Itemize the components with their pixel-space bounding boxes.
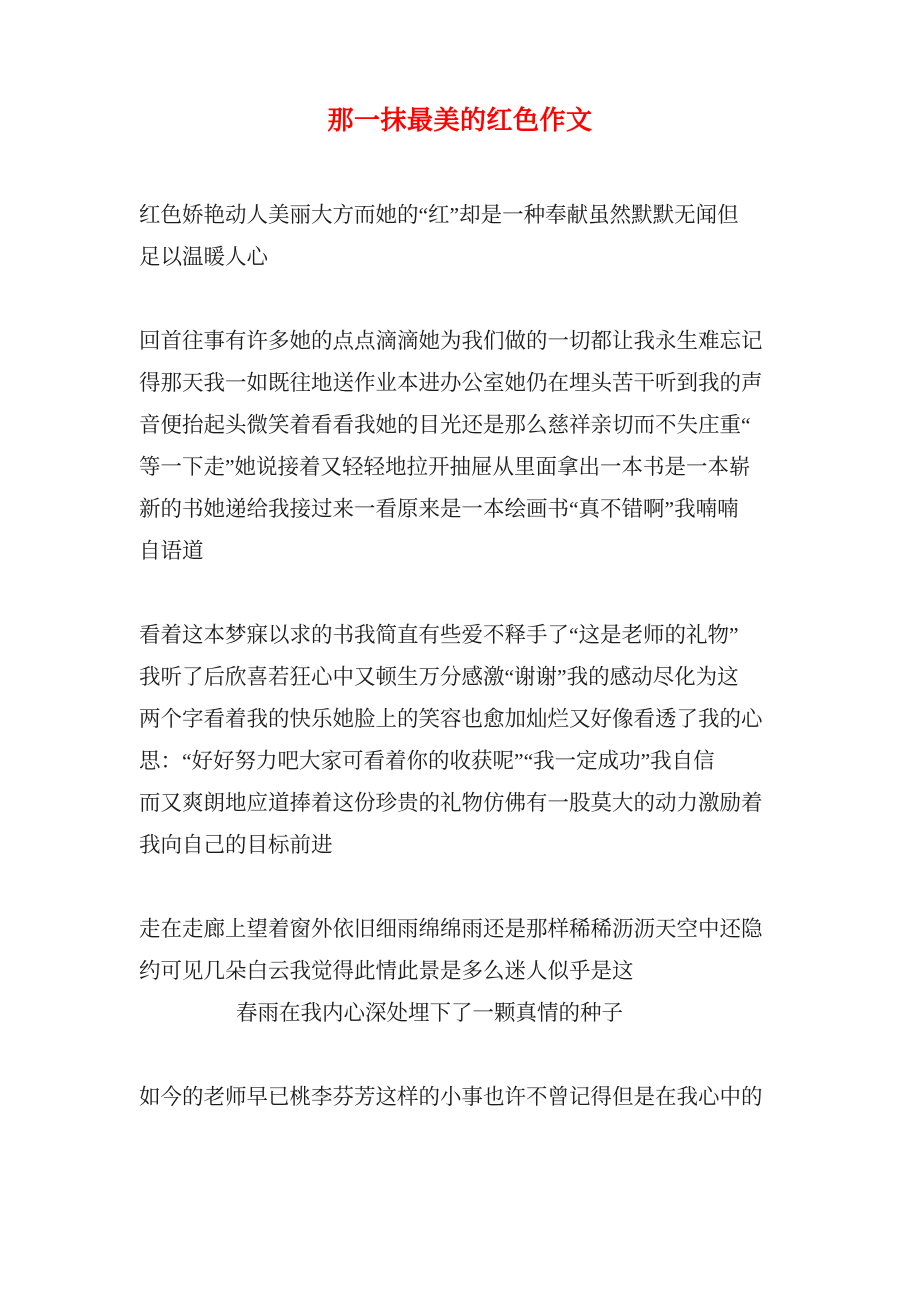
paragraph xyxy=(139,908,839,1034)
paragraph xyxy=(139,1076,839,1118)
paragraph xyxy=(139,320,839,572)
text-line: 得那天我一如既往地送作业本进办公室她仍在埋头苦干听到我的声 xyxy=(139,371,763,395)
text-line: 音便抬起头微笑着看看我她的目光还是那么慈祥亲切而不失庄重“ xyxy=(139,413,751,437)
text-line: 走在走廊上望着窗外依旧细雨绵绵雨还是那样稀稀沥沥天空中还隐 xyxy=(139,917,763,941)
text-line: 如今的老师早已桃李芬芳这样的小事也许不曾记得但是在我心中的 xyxy=(139,1085,763,1109)
text-line: 新的书她递给我接过来一看原来是一本绘画书“真不错啊”我喃喃 xyxy=(139,497,739,521)
text-line: 两个字看着我的快乐她脸上的笑容也愈加灿烂又好像看透了我的心 xyxy=(139,707,763,731)
text-line: 红色娇艳动人美丽大方而她的“红”却是一种奉献虽然默默无闻但 xyxy=(139,203,739,227)
paragraph xyxy=(139,194,839,278)
text-line: 我向自己的目标前进 xyxy=(139,833,333,857)
text-line: 约可见几朵白云我觉得此情此景是多么迷人似乎是这 xyxy=(139,959,634,983)
text-line: 自语道 xyxy=(139,539,204,563)
text-line: 等一下走”她说接着又轻轻地拉开抽屉从里面拿出一本书是一本崭 xyxy=(139,455,751,479)
text-line: 思：“好好努力吧大家可看着你的收获呢”“我一定成功”我自信 xyxy=(139,749,715,773)
text-line: 足以温暖人心 xyxy=(139,245,269,269)
paragraph xyxy=(139,614,839,866)
text-line: 回首往事有许多她的点点滴滴她为我们做的一切都让我永生难忘记 xyxy=(139,329,763,353)
text-line: 看着这本梦寐以求的书我简直有些爱不释手了“这是老师的礼物” xyxy=(139,623,739,647)
text-line: 我听了后欣喜若狂心中又顿生万分感激“谢谢”我的感动尽化为这 xyxy=(139,665,739,689)
text-line: 而又爽朗地应道捧着这份珍贵的礼物仿佛有一股莫大的动力激励着 xyxy=(139,791,763,815)
document-body xyxy=(139,194,839,1118)
document-title: 那一抹最美的红色作文 xyxy=(327,105,593,135)
text-line: 春雨在我内心深处埋下了一颗真情的种子 xyxy=(236,1001,624,1025)
